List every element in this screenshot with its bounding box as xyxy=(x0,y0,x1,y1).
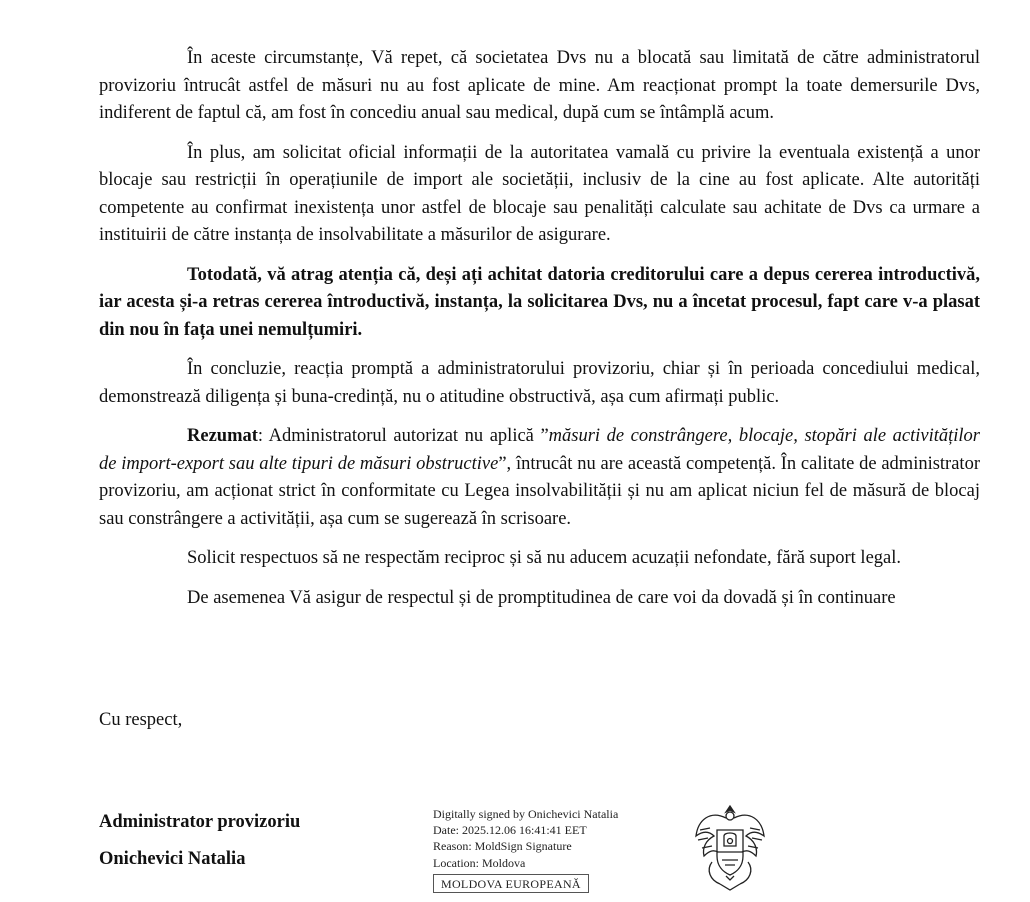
paragraph-circumstances: În aceste circumstanțe, Vă repet, că societatea Dvs nu a blocată sau limitată de către administratorul provizoriu întrucât astfel de măsuri nu au fost aplicate de mine. Am reacționat prompt la toate demersurile Dvs, indiferent de faptul că, am fost în concediu anual sau medical, după cum se întâmplă acum. xyxy=(99,48,980,123)
paragraph-conclusion: În concluzie, reacția promptă a administratorului provizoriu, chiar și în perioada concediului medical, demonstrează diligența și buna-credință, nu o atitudine obstructivă, așa cum afirmați public. xyxy=(99,359,980,407)
paragraph-court-notice: Totodată, vă atrag atenția că, deși ați achitat datoria creditorului care a depus cererea introductivă, iar acesta și-a retras cererea întroductivă, instanța, la solicitarea Dvs, nu a încetat procesul, fapt care v-a plasat din nou în fața unei nemulțumiri. xyxy=(99,264,980,340)
signatory-name: Onichevici Natalia xyxy=(99,849,246,869)
moldova-europeana-badge: MOLDOVA EUROPEANĂ xyxy=(433,874,589,893)
paragraph-request: Solicit respectuos să ne respectăm reciproc și să nu aducem acuzații nefondate, fără suport legal. xyxy=(187,548,902,568)
summary-label: Rezumat xyxy=(187,426,258,446)
moldova-coat-of-arms-icon xyxy=(690,800,770,895)
summary-quote: măsuri de constrângere, blocaje, stopări ale activităților de import-export sau alte tipuri de măsuri obstructive xyxy=(99,426,980,474)
summary-text-b: ”, întrucât nu are această competență. În calitate de administrator provizoriu, am acționat strict în conformitate cu Legea insolvabilității și nu am aplicat niciun fel de măsură de blocaj sau constrângere a activității, așa cum se sugerează în scrisoare. xyxy=(99,453,980,529)
digital-signature-location: Location: Moldova xyxy=(433,855,526,870)
letter-body xyxy=(99,45,980,624)
paragraph-customs-inquiry: În plus, am solicitat oficial informații de la autoritatea vamală cu privire la eventuala existență a unor blocaje sau restricții în operațiunile de import ale societății, inclusiv de la cine au fost aplicate. Alte autorități competente au confirmat inexistența unor astfel de blocaje sau penalități calculate sau achitate de Dvs ca urmare a instituirii de către instanța de insolvabilitate a măsurilor de asigurare. xyxy=(99,142,980,245)
paragraph-assurance: De asemenea Vă asigur de respectul și de promptitudinea de care voi da dovadă și în continuare xyxy=(187,587,896,608)
summary-text-a: : Administratorul autorizat nu aplică ” xyxy=(257,426,549,446)
digital-signature-reason: Reason: MoldSign Signature xyxy=(433,839,572,854)
paragraph-summary xyxy=(99,423,980,533)
digital-signature-signer: Digitally signed by Onichevici Natalia xyxy=(433,807,619,821)
closing-salutation: Cu respect, xyxy=(99,710,183,730)
digital-signature-block xyxy=(433,806,618,893)
signatory-role: Administrator provizoriu xyxy=(99,812,301,832)
digital-signature-date: Date: 2025.12.06 16:41:41 EET xyxy=(433,823,587,838)
